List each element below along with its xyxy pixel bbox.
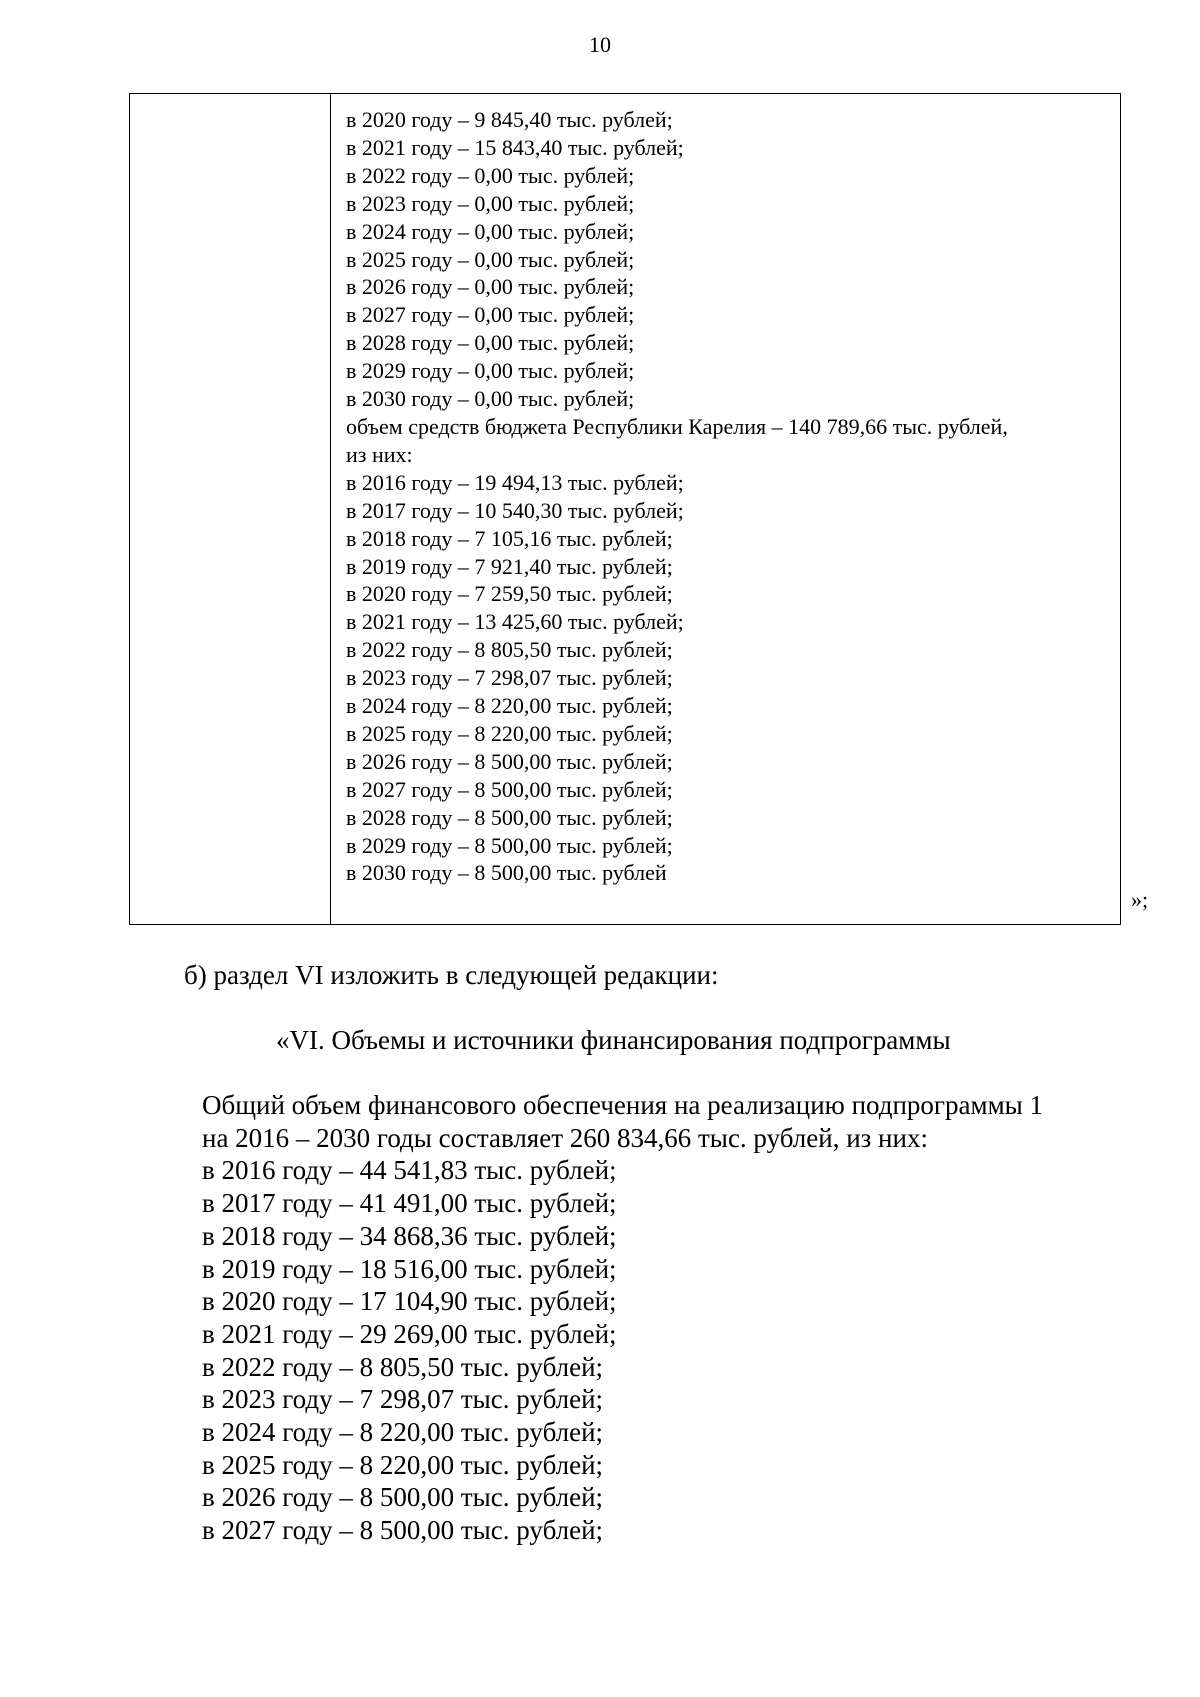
section-heading: «VI. Объемы и источники финансирования подпрограммы (276, 1025, 951, 1055)
body-text-line: в 2024 году – 8 220,00 тыс. рублей; (202, 1417, 604, 1448)
table-text-line: в 2030 году – 8 500,00 тыс. рублей (346, 860, 667, 886)
body-text-line: в 2021 году – 29 269,00 тыс. рублей; (202, 1318, 617, 1349)
table-text-line: в 2024 году – 0,00 тыс. рублей; (346, 218, 635, 244)
table-text-line: в 2027 году – 0,00 тыс. рублей; (346, 302, 635, 328)
body-text-line: в 2026 году – 8 500,00 тыс. рублей; (202, 1482, 604, 1513)
table-text-line: в 2023 году – 7 298,07 тыс. рублей; (346, 665, 673, 691)
table-text-line: в 2019 году – 7 921,40 тыс. рублей; (346, 553, 673, 579)
body-text-line: в 2027 году – 8 500,00 тыс. рублей; (202, 1515, 604, 1546)
body-text-line: в 2023 году – 7 298,07 тыс. рублей; (202, 1384, 604, 1415)
table-text-line: в 2022 году – 8 805,50 тыс. рублей; (346, 637, 673, 663)
body-text-line: в 2019 году – 18 516,00 тыс. рублей; (202, 1253, 617, 1284)
table-right-cell (346, 106, 1106, 887)
body-text-line: в 2022 году – 8 805,50 тыс. рублей; (202, 1351, 604, 1382)
table-text-line: в 2026 году – 0,00 тыс. рублей; (346, 274, 635, 300)
table-text-line: в 2023 году – 0,00 тыс. рублей; (346, 190, 635, 216)
table-text-line: в 2021 году – 13 425,60 тыс. рублей; (346, 609, 684, 635)
page-number: 10 (589, 32, 611, 57)
table-text-line: в 2017 году – 10 540,30 тыс. рублей; (346, 497, 684, 523)
closing-quote: »; (1131, 887, 1149, 912)
financing-table (129, 93, 1121, 925)
body-text-line: Общий объем финансового обеспечения на реализацию подпрограммы 1 (202, 1090, 1044, 1120)
amendment-instruction: б) раздел VI изложить в следующей редакции: (184, 960, 719, 990)
body-text-line: в 2017 году – 41 491,00 тыс. рублей; (202, 1188, 617, 1219)
table-text-line: в 2020 году – 9 845,40 тыс. рублей; (346, 107, 673, 132)
body-text-line: на 2016 – 2030 годы составляет 260 834,66 тыс. рублей, из них: (202, 1122, 928, 1153)
table-text-line: в 2030 году – 0,00 тыс. рублей; (346, 386, 635, 412)
table-text-line: в 2021 году – 15 843,40 тыс. рублей; (346, 134, 684, 160)
table-text-line: в 2020 году – 7 259,50 тыс. рублей; (346, 581, 673, 607)
table-text-line: в 2024 году – 8 220,00 тыс. рублей; (346, 693, 673, 719)
table-text-line: в 2028 году – 8 500,00 тыс. рублей; (346, 804, 673, 830)
table-text-line: в 2029 году – 8 500,00 тыс. рублей; (346, 832, 673, 858)
body-text-line: в 2020 году – 17 104,90 тыс. рублей; (202, 1286, 617, 1317)
table-text-line: объем средств бюджета Республики Карелия – 140 789,66 тыс. рублей, (346, 413, 1008, 439)
table-text-line: в 2028 году – 0,00 тыс. рублей; (346, 330, 635, 356)
body-text-line: в 2025 году – 8 220,00 тыс. рублей; (202, 1449, 604, 1480)
table-text-line: в 2016 году – 19 494,13 тыс. рублей; (346, 469, 684, 495)
table-text-line: в 2018 году – 7 105,16 тыс. рублей; (346, 525, 673, 551)
table-column-divider (330, 94, 331, 924)
table-text-line: из них: (346, 441, 413, 467)
body-text-line: в 2018 году – 34 868,36 тыс. рублей; (202, 1220, 617, 1251)
table-text-line: в 2029 году – 0,00 тыс. рублей; (346, 358, 635, 384)
table-text-line: в 2025 году – 8 220,00 тыс. рублей; (346, 720, 673, 746)
table-text-line: в 2027 году – 8 500,00 тыс. рублей; (346, 776, 673, 802)
table-text-line: в 2022 году – 0,00 тыс. рублей; (346, 162, 635, 188)
table-text-line: в 2025 году – 0,00 тыс. рублей; (346, 246, 635, 272)
body-text-line: в 2016 году – 44 541,83 тыс. рублей; (202, 1155, 617, 1186)
table-text-line: в 2026 году – 8 500,00 тыс. рублей; (346, 748, 673, 774)
financing-text-block (202, 1089, 1122, 1547)
